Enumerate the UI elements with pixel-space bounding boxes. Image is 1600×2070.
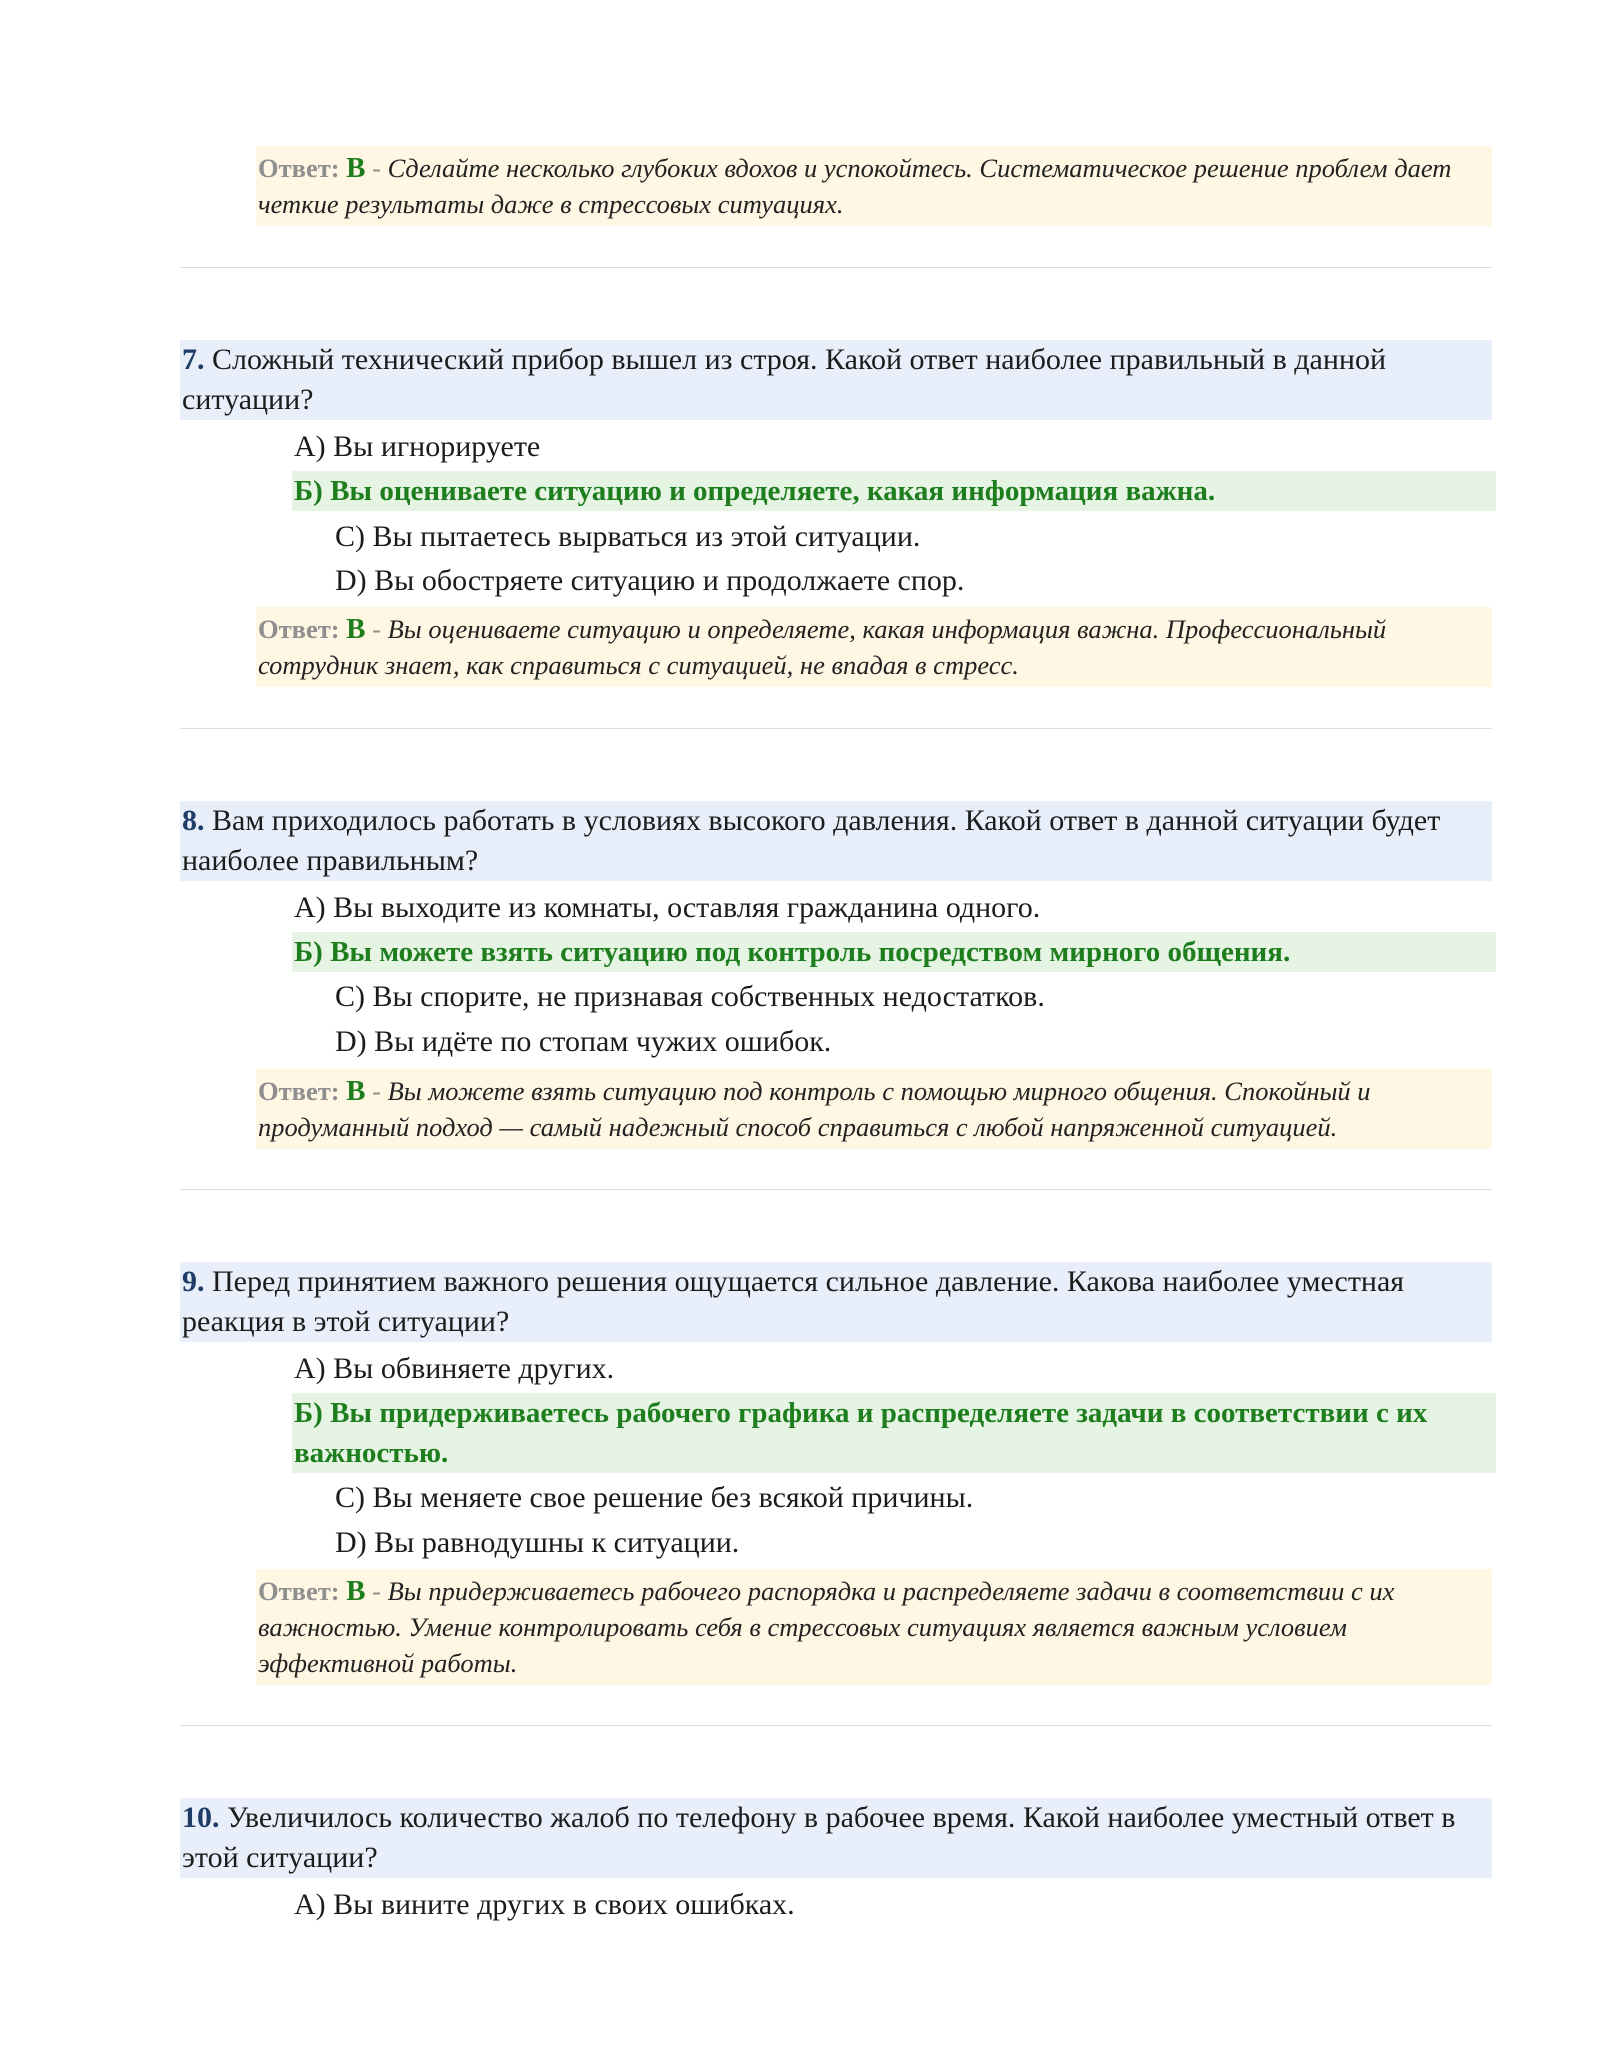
answer-explanation: Вы можете взять ситуацию под контроль с помощью мирного общения. Спокойный и продуманный подход — самый надежный способ справиться с любой напряженной ситуацией. xyxy=(258,1076,1371,1142)
question-number: 7. xyxy=(182,343,205,376)
option-c: C) Вы меняете свое решение без всякой причины. xyxy=(335,1481,974,1514)
question-text: Вам приходилось работать в условиях высокого давления. Какой ответ в данной ситуации будет наиболее правильным? xyxy=(182,804,1441,877)
question-8 xyxy=(180,801,1492,881)
option-correct: Б) Вы оцениваете ситуацию и определяете, какая информация важна. xyxy=(292,471,1496,511)
answer-letter: B xyxy=(346,1075,366,1107)
answer-label: Ответ: xyxy=(258,1576,340,1606)
question-text: Перед принятием важного решения ощущается сильное давление. Какова наиболее уместная реакция в этой ситуации? xyxy=(182,1265,1405,1338)
answer-label: Ответ: xyxy=(258,614,340,644)
question-9 xyxy=(180,1262,1492,1342)
divider xyxy=(180,1725,1492,1726)
option-d: D) Вы равнодушны к ситуации. xyxy=(335,1526,740,1559)
answer-box xyxy=(256,1069,1492,1149)
option-a: А) Вы обвиняете других. xyxy=(294,1352,615,1385)
option-d: D) Вы обостряете ситуацию и продолжаете спор. xyxy=(335,564,965,597)
question-number: 8. xyxy=(182,804,205,837)
option-correct: Б) Вы придерживаетесь рабочего графика и распределяете задачи в соответствии с их важностью. xyxy=(292,1393,1496,1473)
answer-explanation: Вы придерживаетесь рабочего распорядка и распределяете задачи в соответствии с их важностью. Умение контролировать себя в стрессовых ситуациях является важным условием эффективной работы. xyxy=(258,1576,1395,1678)
option-c: C) Вы пытаетесь вырваться из этой ситуации. xyxy=(335,520,921,553)
question-10 xyxy=(180,1798,1492,1878)
answer-box xyxy=(256,1569,1492,1685)
answer-box xyxy=(256,607,1492,687)
answer-explanation: Сделайте несколько глубоких вдохов и успокойтесь. Систематическое решение проблем дает четкие результаты даже в стрессовых ситуациях. xyxy=(258,153,1452,219)
answer-label: Ответ: xyxy=(258,1076,340,1106)
option-a: А) Вы игнорируете xyxy=(294,430,541,463)
option-a: А) Вы вините других в своих ошибках. xyxy=(294,1888,795,1921)
question-number: 9. xyxy=(182,1265,205,1298)
answer-letter: B xyxy=(346,152,366,184)
option-a: А) Вы выходите из комнаты, оставляя гражданина одного. xyxy=(294,891,1041,924)
answer-dash: - xyxy=(372,1076,381,1106)
answer-dash: - xyxy=(372,614,381,644)
answer-letter: B xyxy=(346,1575,366,1607)
question-number: 10. xyxy=(182,1801,220,1834)
divider xyxy=(180,267,1492,268)
question-text: Увеличилось количество жалоб по телефону в рабочее время. Какой наиболее уместный ответ в этой ситуации? xyxy=(182,1801,1456,1874)
answer-label: Ответ: xyxy=(258,153,340,183)
question-text: Сложный технический прибор вышел из строя. Какой ответ наиболее правильный в данной ситуации? xyxy=(182,343,1386,416)
answer-dash: - xyxy=(372,153,381,183)
divider xyxy=(180,728,1492,729)
answer-dash: - xyxy=(372,1576,381,1606)
option-correct: Б) Вы можете взять ситуацию под контроль посредством мирного общения. xyxy=(292,932,1496,972)
answer-explanation: Вы оцениваете ситуацию и определяете, какая информация важна. Профессиональный сотрудник знает, как справиться с ситуацией, не впадая в стресс. xyxy=(258,614,1387,680)
answer-box xyxy=(256,146,1492,226)
divider xyxy=(180,1189,1492,1190)
option-d: D) Вы идёте по стопам чужих ошибок. xyxy=(335,1025,832,1058)
answer-letter: B xyxy=(346,613,366,645)
question-7 xyxy=(180,340,1492,420)
option-c: C) Вы спорите, не признавая собственных недостатков. xyxy=(335,980,1045,1013)
